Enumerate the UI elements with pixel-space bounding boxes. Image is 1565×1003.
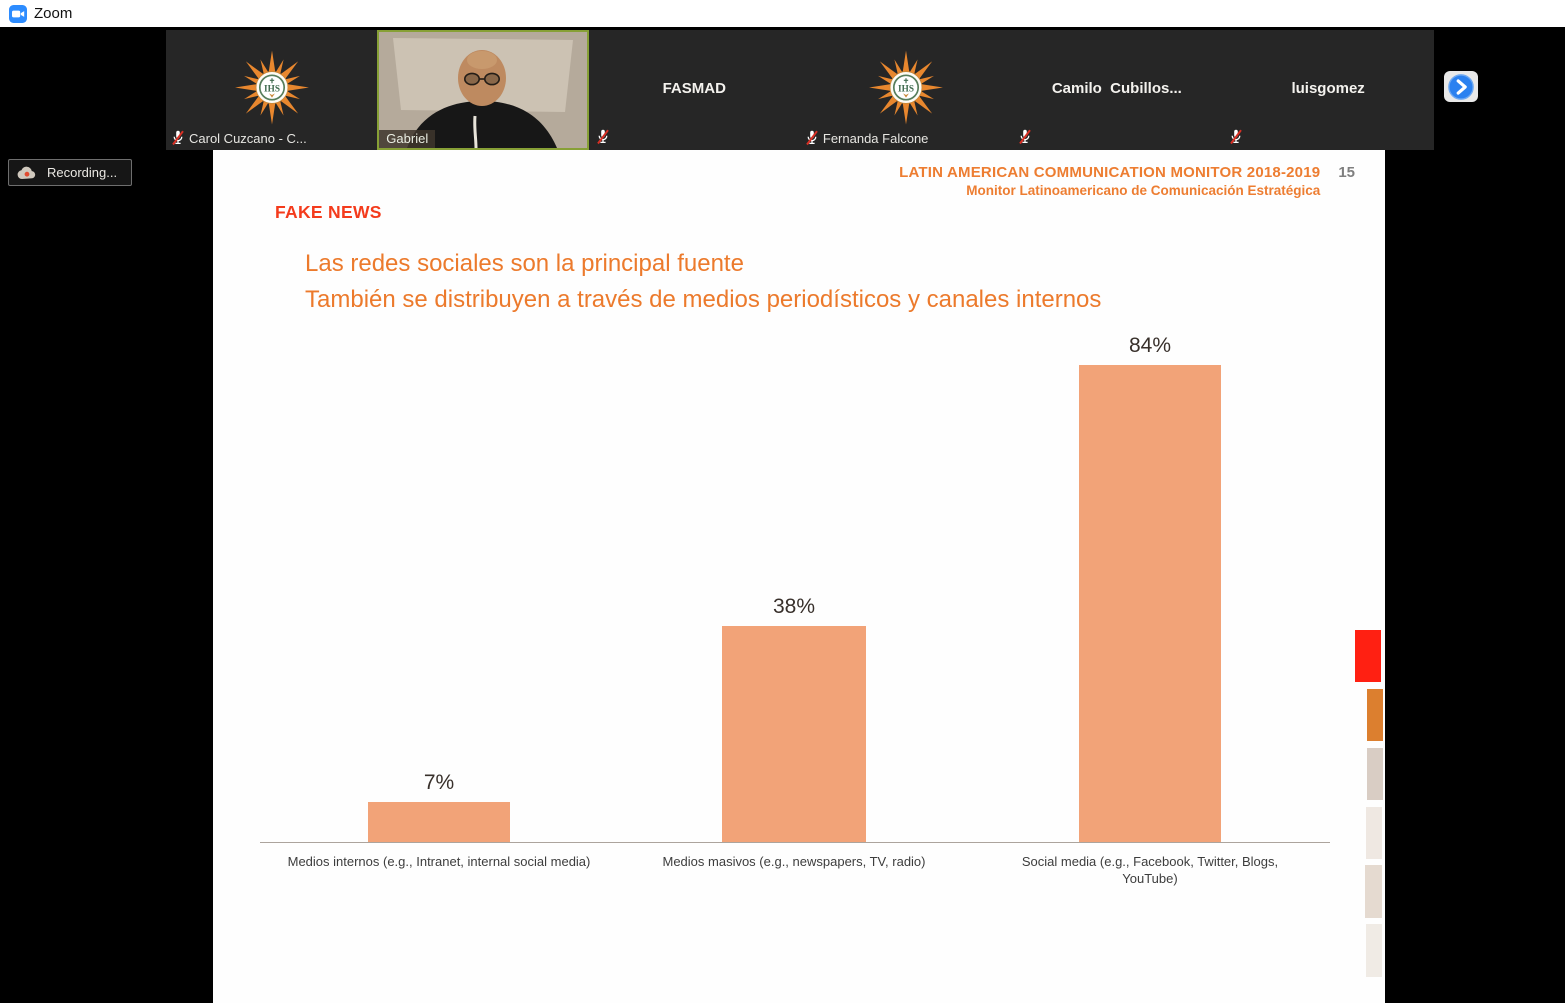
recording-indicator[interactable]	[8, 159, 132, 186]
muted-mic-icon	[171, 130, 185, 146]
muted-mic-icon	[1229, 129, 1243, 145]
bar-value-label: 38%	[772, 595, 816, 619]
participant-name: luisgomez	[1291, 80, 1365, 98]
chevron-right-icon	[1447, 73, 1475, 101]
next-participants-button[interactable]	[1444, 71, 1478, 102]
side-strip-rect	[1367, 689, 1383, 741]
participant-tile-carol[interactable]	[166, 30, 377, 150]
participant-tile-gabriel[interactable]	[377, 30, 588, 150]
participant-name: Carol Cuzcano - C...	[189, 130, 307, 146]
side-strip-rect	[1366, 807, 1382, 859]
recording-label: Recording...	[47, 165, 118, 180]
presentation-slide	[213, 150, 1385, 1003]
side-strip-rect	[1365, 865, 1382, 918]
svg-text:IHS: IHS	[897, 83, 914, 94]
ihs-logo	[230, 46, 314, 135]
bar-value-label: 84%	[1128, 333, 1172, 357]
slide-title-line1: Las redes sociales son la principal fuente	[305, 250, 744, 277]
chart-baseline	[260, 842, 1330, 843]
slide-header	[899, 164, 1355, 198]
category-label: Social media (e.g., Facebook, Twitter, Blogs, YouTube)	[1021, 854, 1279, 886]
side-strip-rect	[1366, 924, 1382, 977]
bar-medios-internos	[368, 802, 510, 842]
recording-cloud-icon	[17, 166, 37, 180]
participant-tile-camilo[interactable]	[1011, 30, 1222, 150]
bar-value-label: 7%	[423, 771, 455, 795]
monitor-subtitle: Monitor Latinoamericano de Comunicación Estratégica	[966, 183, 1321, 198]
category-label: Medios internos (e.g., Intranet, internal social media)	[287, 854, 591, 869]
participant-tile-fernanda[interactable]	[800, 30, 1011, 150]
monitor-title: LATIN AMERICAN COMMUNICATION MONITOR 2018-2019	[899, 164, 1321, 181]
ihs-logo	[864, 46, 948, 135]
bar-medios-masivos	[722, 626, 866, 842]
window-title: Zoom	[34, 5, 73, 22]
window-titlebar	[0, 0, 1565, 27]
participant-name: Camilo Cubillos...	[1051, 80, 1182, 98]
participant-name: FASMAD	[662, 80, 726, 98]
side-strip-rect	[1367, 748, 1383, 800]
slide-title	[305, 246, 1101, 318]
participant-name: Gabriel	[379, 130, 435, 148]
slide-title-line2: También se distribuyen a través de medios periodísticos y canales internos	[305, 286, 1102, 313]
muted-mic-icon	[1018, 129, 1032, 145]
zoom-camera-icon	[9, 5, 27, 23]
section-tag: FAKE NEWS	[275, 202, 382, 222]
slide-page-number: 15	[1338, 164, 1355, 181]
video-strip	[166, 30, 1434, 150]
side-strip-rect	[1355, 630, 1381, 682]
muted-mic-icon	[596, 129, 610, 145]
category-label: Medios masivos (e.g., newspapers, TV, radio)	[662, 854, 926, 869]
participant-tile-fasmad[interactable]	[589, 30, 800, 150]
svg-text:IHS: IHS	[263, 83, 280, 94]
participant-tile-luisgomez[interactable]	[1222, 30, 1433, 150]
participant-name: Fernanda Falcone	[822, 130, 929, 146]
muted-mic-icon	[805, 130, 819, 146]
bar-social-media	[1079, 365, 1221, 842]
